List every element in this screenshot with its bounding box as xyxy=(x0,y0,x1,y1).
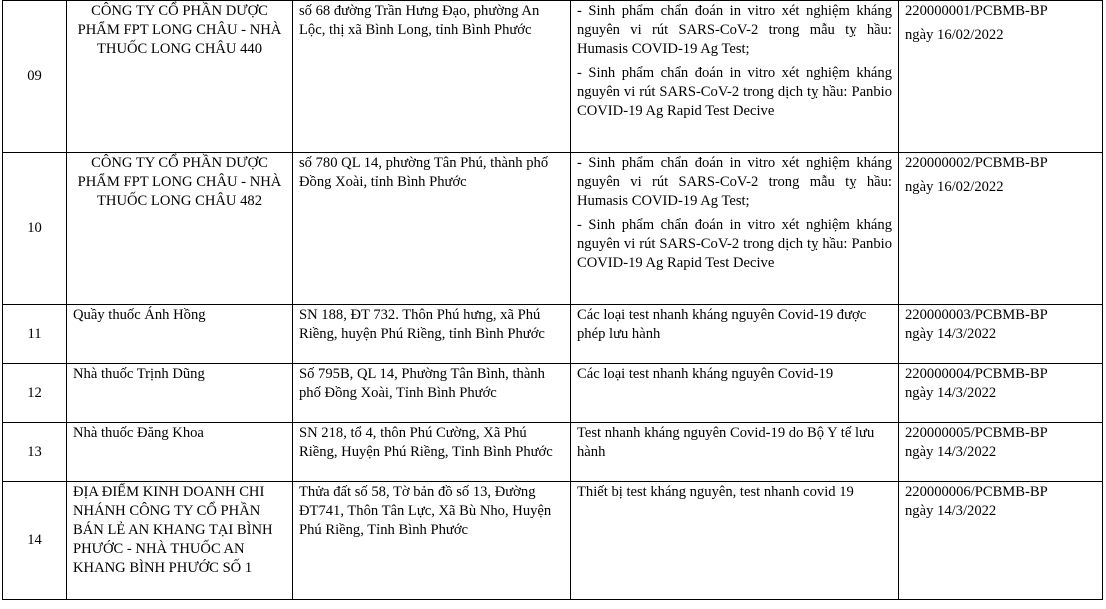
table-row xyxy=(3,364,1103,423)
license-info xyxy=(899,482,1103,600)
row-number: 09 xyxy=(3,1,67,153)
license-date: ngày 14/3/2022 xyxy=(905,444,997,460)
business-name: ĐỊA ĐIỂM KINH DOANH CHI NHÁNH CÔNG TY CỔ PHẦN BÁN LẺ AN KHANG TẠI BÌNH PHƯỚC - NHÀ THUỐC AN KHANG BÌNH PHƯỚC SỐ 1 xyxy=(67,482,293,600)
license-date: ngày 16/02/2022 xyxy=(905,27,1004,43)
business-address: số 780 QL 14, phường Tân Phú, thành phố Đồng Xoài, tỉnh Bình Phước xyxy=(293,153,571,305)
license-info xyxy=(899,423,1103,482)
business-address: số 68 đường Trần Hưng Đạo, phường An Lộc, thị xã Bình Long, tỉnh Bình Phước xyxy=(293,1,571,153)
product-list xyxy=(571,1,899,153)
product-item: Test nhanh kháng nguyên Covid-19 do Bộ Y tế lưu hành xyxy=(577,425,875,460)
product-list xyxy=(571,423,899,482)
row-number: 11 xyxy=(3,305,67,364)
license-info xyxy=(899,364,1103,423)
license-date: ngày 14/3/2022 xyxy=(905,503,997,519)
table-row xyxy=(3,153,1103,305)
license-info xyxy=(899,305,1103,364)
license-number: 220000002/PCBMB-BP xyxy=(905,155,1048,171)
table-row xyxy=(3,423,1103,482)
product-item: - Sinh phẩm chẩn đoán in vitro xét nghiệm kháng nguyên vi rút SARS-CoV-2 trong dịch tỵ hầu: Panbio COVID-19 Ag Rapid Test Decive xyxy=(577,65,892,119)
business-address: SN 218, tổ 4, thôn Phú Cường, Xã Phú Riềng, Huyện Phú Riềng, Tỉnh Bình Phước xyxy=(293,423,571,482)
business-address: Thửa đất số 58, Tờ bản đồ số 13, Đường ĐT741, Thôn Tân Lực, Xã Bù Nho, Huyện Phú Riềng, Tỉnh Bình Phước xyxy=(293,482,571,600)
business-name: Nhà thuốc Đăng Khoa xyxy=(67,423,293,482)
product-item: Các loại test nhanh kháng nguyên Covid-19 được phép lưu hành xyxy=(577,307,867,342)
table-row xyxy=(3,305,1103,364)
row-number: 12 xyxy=(3,364,67,423)
product-list xyxy=(571,364,899,423)
product-item: - Sinh phẩm chẩn đoán in vitro xét nghiệm kháng nguyên vi rút SARS-CoV-2 trong mẫu tỵ hầu: Humasis COVID-19 Ag Test; xyxy=(577,3,892,57)
row-number: 13 xyxy=(3,423,67,482)
license-date: ngày 14/3/2022 xyxy=(905,326,997,342)
business-name: CÔNG TY CỔ PHẦN DƯỢC PHẨM FPT LONG CHÂU - NHÀ THUỐC LONG CHÂU 482 xyxy=(67,153,293,305)
business-name: Quầy thuốc Ánh Hồng xyxy=(67,305,293,364)
license-number: 220000001/PCBMB-BP xyxy=(905,3,1048,19)
license-number: 220000004/PCBMB-BP xyxy=(905,366,1048,382)
business-name: Nhà thuốc Trịnh Dũng xyxy=(67,364,293,423)
product-item: - Sinh phẩm chẩn đoán in vitro xét nghiệm kháng nguyên vi rút SARS-CoV-2 trong mẫu tỵ hầu: Humasis COVID-19 Ag Test; xyxy=(577,155,892,209)
product-item: Thiết bị test kháng nguyên, test nhanh covid 19 xyxy=(577,484,854,500)
table-row xyxy=(3,1,1103,153)
table-row xyxy=(3,482,1103,600)
business-address: Số 795B, QL 14, Phường Tân Bình, thành phố Đồng Xoài, Tỉnh Bình Phước xyxy=(293,364,571,423)
product-item: Các loại test nhanh kháng nguyên Covid-19 xyxy=(577,366,834,382)
product-item: - Sinh phẩm chẩn đoán in vitro xét nghiệm kháng nguyên vi rút SARS-CoV-2 trong dịch tỵ hầu: Panbio COVID-19 Ag Rapid Test Decive xyxy=(577,217,892,271)
business-name: CÔNG TY CỔ PHẦN DƯỢC PHẨM FPT LONG CHÂU - NHÀ THUỐC LONG CHÂU 440 xyxy=(67,1,293,153)
license-date: ngày 14/3/2022 xyxy=(905,385,997,401)
license-info xyxy=(899,1,1103,153)
product-list xyxy=(571,153,899,305)
business-address: SN 188, ĐT 732. Thôn Phú hưng, xã Phú Riềng, huyện Phú Riềng, tỉnh Bình Phước xyxy=(293,305,571,364)
license-date: ngày 16/02/2022 xyxy=(905,179,1004,195)
row-number: 10 xyxy=(3,153,67,305)
license-number: 220000005/PCBMB-BP xyxy=(905,425,1048,441)
product-list xyxy=(571,305,899,364)
license-number: 220000006/PCBMB-BP xyxy=(905,484,1048,500)
license-info xyxy=(899,153,1103,305)
row-number: 14 xyxy=(3,482,67,600)
product-list xyxy=(571,482,899,600)
license-number: 220000003/PCBMB-BP xyxy=(905,307,1048,323)
pharmacy-license-table xyxy=(2,0,1103,600)
